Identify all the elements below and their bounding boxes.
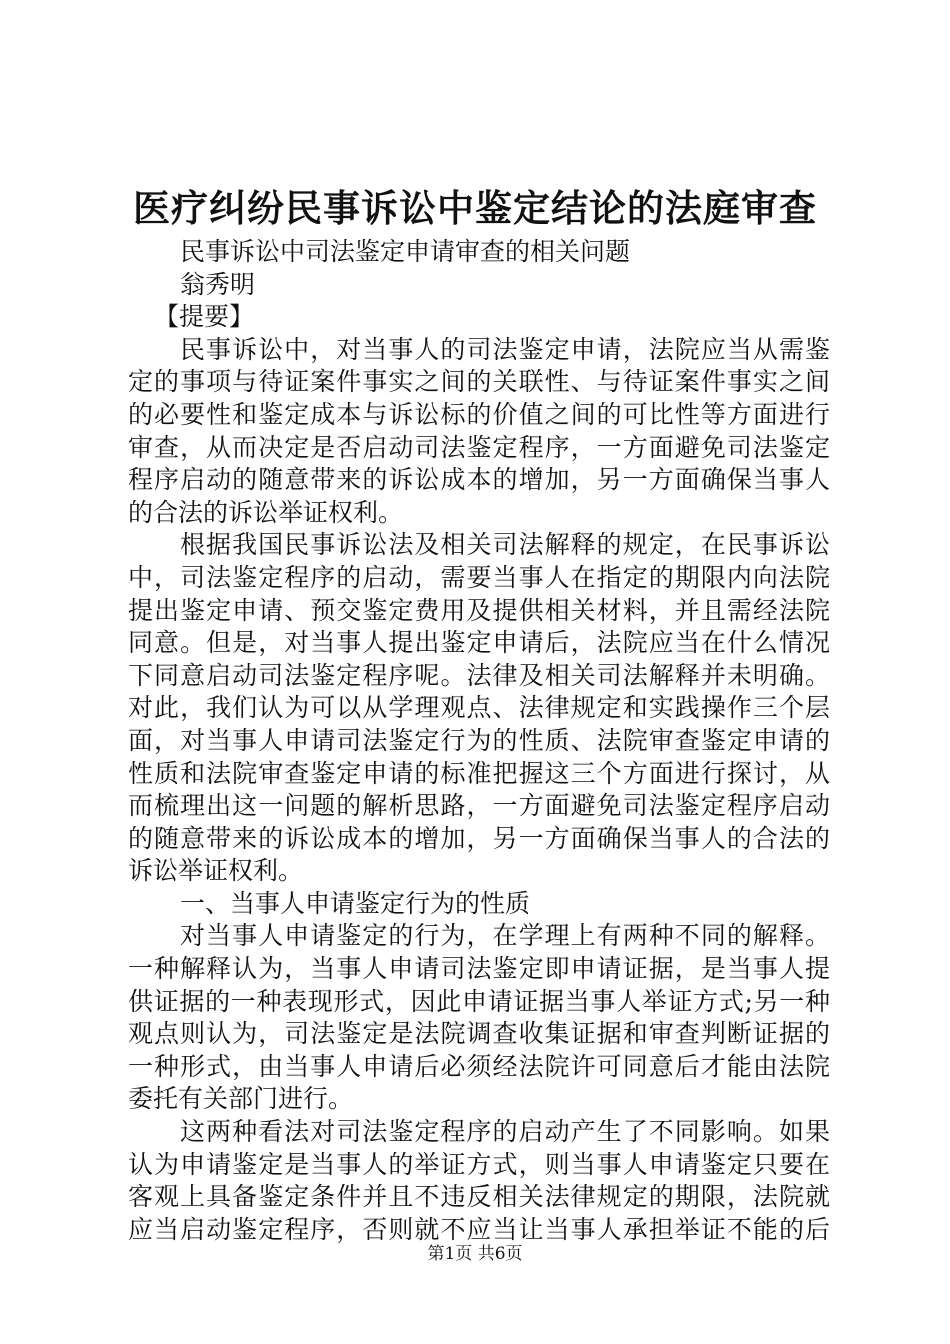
subtitle-line: 民事诉讼中司法鉴定申请审查的相关问题 (180, 237, 631, 266)
text-line: 的必要性和鉴定成本与诉讼标的价值之间的可比性等方面进行 (128, 399, 830, 429)
text-line: 同意。但是，对当事人提出鉴定申请后，法院应当在什么情况 (128, 628, 830, 658)
text-line: 委托有关部门进行。 (128, 1084, 354, 1114)
abstract-heading: 【提要】 (154, 302, 255, 332)
text-line: 诉讼举证权利。 (128, 856, 304, 886)
section-heading: 一、当事人申请鉴定行为的性质 (180, 888, 531, 918)
text-line: 观点则认为，司法鉴定是法院调查收集证据和审查判断证据的 (128, 1019, 830, 1049)
text-line: 下同意启动司法鉴定程序呢。法律及相关司法解释并未明确。 (128, 660, 830, 690)
text-line: 而梳理出这一问题的解析思路，一方面避免司法鉴定程序启动 (128, 791, 830, 821)
document-title: 医疗纠纷民事诉讼中鉴定结论的法庭审查 (133, 186, 817, 230)
text-line: 审查，从而决定是否启动司法鉴定程序，一方面避免司法鉴定 (128, 432, 830, 462)
text-line: 一种解释认为，当事人申请司法鉴定即申请证据，是当事人提 (128, 954, 830, 984)
text-line: 提出鉴定申请、预交鉴定费用及提供相关材料，并且需经法院 (128, 595, 830, 625)
text-line: 定的事项与待证案件事实之间的关联性、与待证案件事实之间 (128, 367, 830, 397)
text-line: 客观上具备鉴定条件并且不违反相关法律规定的期限，法院就 (128, 1182, 830, 1212)
text-line: 供证据的一种表现形式，因此申请证据当事人举证方式;另一种 (128, 986, 830, 1016)
text-line: 这两种看法对司法鉴定程序的启动产生了不同影响。如果 (180, 1117, 830, 1147)
text-line: 认为申请鉴定是当事人的举证方式，则当事人申请鉴定只要在 (128, 1149, 830, 1179)
text-line: 程序启动的随意带来的诉讼成本的增加，另一方面确保当事人 (128, 465, 830, 495)
text-line: 一种形式，由当事人申请后必须经法院许可同意后才能由法院 (128, 1051, 830, 1081)
text-line: 对此，我们认为可以从学理观点、法律规定和实践操作三个层 (128, 693, 830, 723)
text-line: 性质和法院审查鉴定申请的标准把握这三个方面进行探讨，从 (128, 758, 830, 788)
text-line: 中，司法鉴定程序的启动，需要当事人在指定的期限内向法院 (128, 562, 830, 592)
text-line: 应当启动鉴定程序，否则就不应当让当事人承担举证不能的后 (128, 1214, 830, 1244)
text-line: 民事诉讼中，对当事人的司法鉴定申请，法院应当从需鉴 (180, 334, 830, 364)
author-line: 翁秀明 (180, 269, 256, 299)
text-line: 面，对当事人申请司法鉴定行为的性质、法院审查鉴定申请的 (128, 725, 830, 755)
page-footer: 第1页 共6页 (427, 1244, 523, 1264)
document-body (128, 236, 830, 1246)
text-line: 根据我国民事诉讼法及相关司法解释的规定，在民事诉讼 (180, 530, 830, 560)
text-line: 的随意带来的诉讼成本的增加，另一方面确保当事人的合法的 (128, 823, 830, 853)
text-line: 的合法的诉讼举证权利。 (128, 497, 404, 527)
text-line: 对当事人申请鉴定的行为，在学理上有两种不同的解释。 (180, 921, 830, 951)
